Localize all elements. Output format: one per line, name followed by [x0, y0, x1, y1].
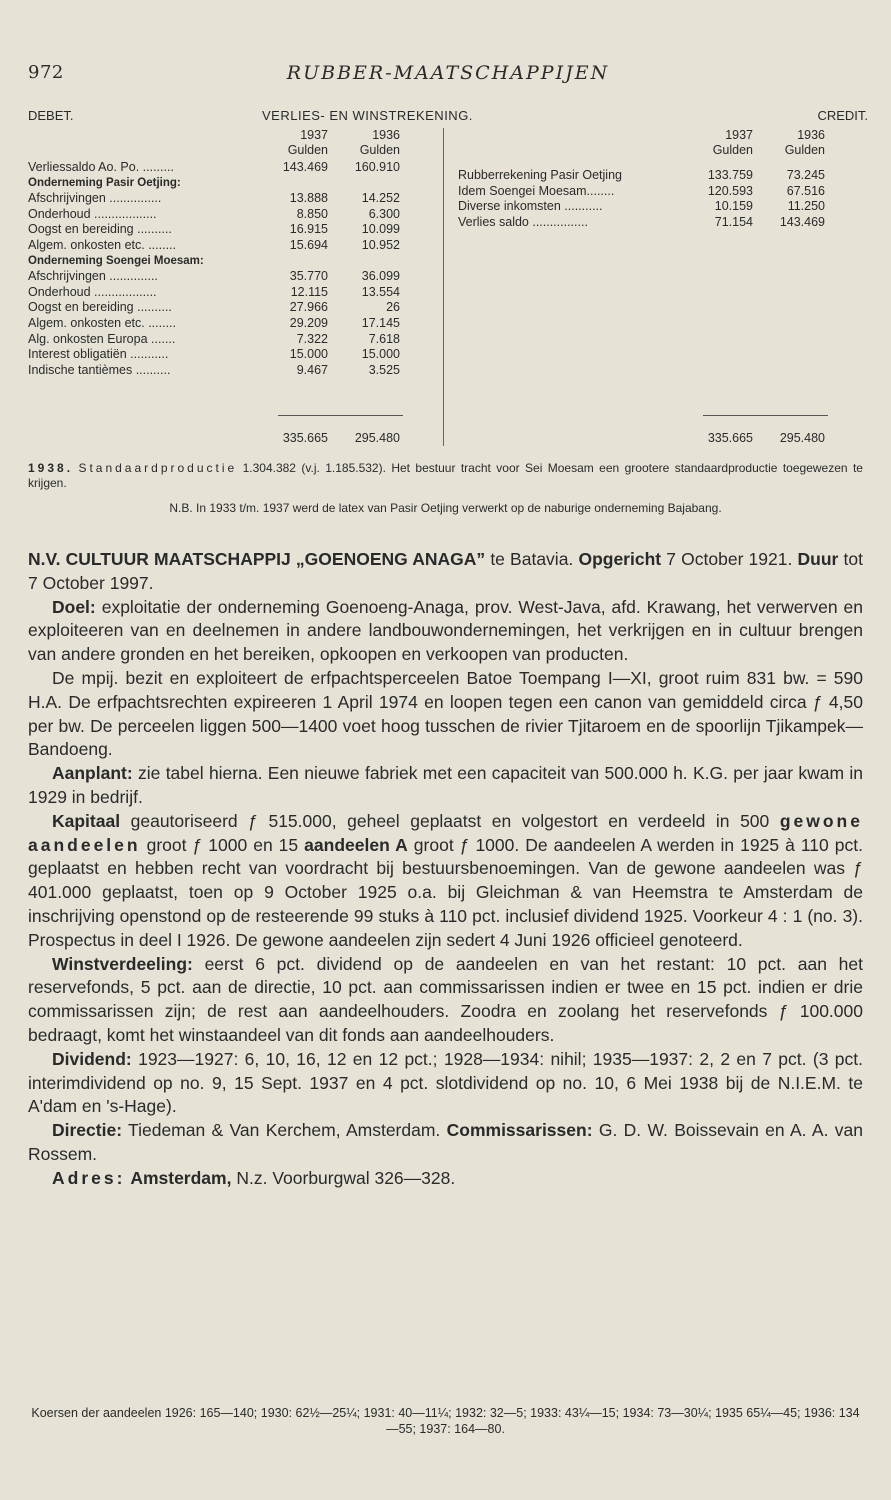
debit-label: Afschrijvingen ...............	[28, 191, 162, 206]
debit-row	[28, 238, 408, 254]
credit-row	[458, 215, 838, 231]
column-divider	[443, 128, 444, 446]
debit-value-1936: 10.099	[361, 222, 400, 237]
debit-value-1937: 12.115	[290, 284, 328, 299]
credit-entries	[458, 168, 838, 230]
debit-entries	[28, 160, 408, 378]
credit-label: Verlies saldo ................	[458, 214, 588, 229]
winstverdeeling-paragraph: Winstverdeeling: eerst 6 pct. dividend op de aandeelen en van het restant: 10 pct. aan het reservefonds, 5 pct. aan de directie, 10 pct. aan commissarissen indien er twee en 15 pct. indien er drie commissarissen zijn; de rest aan aandeelhouders. Zoodra en zoolang het reservefonds ƒ 100.000 bedraagt, komt het winstaandeel van dit fonds aan aandeelhouders.	[28, 953, 863, 1045]
directie-paragraph: Directie: Tiedeman & Van Kerchem, Amsterdam. Commissarissen: G. D. W. Boissevain en A. A. van Rossem.	[28, 1120, 863, 1164]
credit-total-1937: 335.665	[707, 431, 753, 445]
debit-value-1937: 15.694	[289, 237, 328, 252]
debit-row	[28, 254, 408, 270]
share-prices: Koersen der aandeelen 1926: 165—140; 1930: 62½—25¼; 1931: 40—11¼; 1932: 32—5; 1933: 43¼—15; 1934: 73—30¼; 1935 65¼—45; 1936: 134—55; 1937: 164—80.	[31, 1406, 860, 1436]
debit-row	[28, 222, 408, 238]
debit-label: Onderhoud ..................	[28, 284, 157, 299]
nb-note: N.B. In 1933 t/m. 1937 werd de latex van Pasir Oetjing verwerkt op de naburige onderneming Bajabang.	[169, 501, 722, 515]
credit-label: Idem Soengei Moesam........	[458, 183, 615, 198]
adres-paragraph: Adres: Amsterdam, N.z. Voorburgwal 326—328.	[52, 1167, 456, 1188]
debit-row	[28, 316, 408, 332]
debit-value-1936: 14.252	[361, 191, 400, 206]
debit-value-1937: 27.966	[289, 300, 328, 315]
credit-label: Diverse inkomsten ...........	[458, 199, 603, 214]
debit-label: Interest obligatiën ...........	[28, 347, 169, 362]
debit-row	[28, 332, 408, 348]
debit-value-1936: 36.099	[361, 269, 400, 284]
debit-value-1937: 35.770	[289, 269, 328, 284]
debit-row	[28, 363, 408, 379]
credit-value-1937: 133.759	[707, 168, 753, 182]
debit-value-1937: 8.850	[296, 206, 328, 221]
dividend-paragraph: Dividend: 1923—1927: 6, 10, 16, 12 en 12 pct.; 1928—1934: nihil; 1935—1937: 2, 2 en 7 pct. (3 pct. interimdividend op no. 9, 15 Sept. 1937 en 4 pct. slotdividend op no. 10, 6 Mei 1938 bij de N.I.E.M. te A'dam en 's-Hage).	[28, 1048, 863, 1117]
debit-value-1937: 29.209	[289, 315, 328, 330]
credit-total-rule	[703, 415, 828, 416]
credit-row	[458, 184, 838, 200]
debit-label: Algem. onkosten etc. ........	[28, 237, 176, 252]
debit-row	[28, 207, 408, 223]
credit-value-1937: 10.159	[714, 199, 753, 214]
debit-label: Afschrijvingen ..............	[28, 269, 158, 284]
debit-label: Indische tantièmes ..........	[28, 362, 171, 377]
debit-value-1937: 13.888	[289, 191, 328, 206]
debit-label: Onderhoud ..................	[28, 206, 157, 221]
account-notes	[28, 461, 863, 516]
credit-value-1937: 120.593	[707, 183, 753, 198]
debit-col-1936: 1936 Gulden	[359, 128, 400, 157]
debit-value-1936: 160.910	[354, 160, 400, 174]
debit-value-1936: 7.618	[368, 331, 400, 346]
debit-row	[28, 269, 408, 285]
credit-value-1936: 67.516	[786, 183, 825, 198]
company-name: N.V. CULTUUR MAATSCHAPPIJ „GOENOENG ANAGA”	[28, 549, 486, 569]
kapitaal-paragraph: Kapitaal geautoriseerd ƒ 515.000, geheel geplaatst en volgestort en verdeeld in 500 gewone aandeelen groot ƒ 1000 en 15 aandeelen A groot ƒ 1000. De aandeelen A werden in 1925 à 110 pct. geplaatst en hebben recht van voordracht bij bestuursbenoemingen. Van de gewone aandeelen was ƒ 401.000 geplaatst, toen op 9 October 1925 o.a. bij Gleichman & van Heemstra te Amsterdam de inschrijving openstond op de resteerende 99 stuks à 110 pct. inclusief dividend 1925. Voorkeur 4 : 1 (no. 3). Prospectus in deel I 1926. De gewone aandeelen zijn sedert 4 Juni 1926 officieel genoteerd.	[28, 810, 863, 950]
running-title: RUBBER-MAATSCHAPPIJEN	[286, 62, 610, 84]
debit-row	[28, 160, 408, 176]
page-header	[28, 62, 868, 90]
debit-label: Alg. onkosten Europa .......	[28, 331, 176, 346]
debit-value-1936: 17.145	[361, 315, 400, 330]
debit-total-rule	[278, 415, 403, 416]
company-heading: N.V. CULTUUR MAATSCHAPPIJ „GOENOENG ANAGA” te Batavia. Opgericht 7 October 1921. Duur tot 7 October 1997.	[28, 549, 863, 593]
debit-row	[28, 285, 408, 301]
debit-row	[28, 300, 408, 316]
profit-loss-account	[28, 108, 868, 448]
debit-value-1937: 9.467	[296, 362, 328, 377]
debit-label: Onderneming Pasir Oetjing:	[28, 176, 181, 189]
debet-label: DEBET.	[28, 108, 74, 123]
debit-label: Onderneming Soengei Moesam:	[28, 254, 204, 267]
debit-value-1936: 13.554	[361, 284, 400, 299]
credit-value-1936: 73.245	[786, 168, 825, 182]
credit-label: Rubberrekening Pasir Oetjing	[458, 168, 622, 182]
debit-row	[28, 347, 408, 363]
debit-row	[28, 191, 408, 207]
debit-label: Oogst en bereiding ..........	[28, 300, 172, 315]
credit-value-1936: 143.469	[779, 214, 825, 229]
debit-value-1936: 3.525	[368, 362, 400, 377]
debit-value-1937: 7.322	[296, 331, 328, 346]
debit-value-1937: 16.915	[289, 222, 328, 237]
credit-row	[458, 168, 838, 184]
debit-value-1937: 15.000	[289, 347, 328, 362]
debit-label: Algem. onkosten etc. ........	[28, 315, 176, 330]
debit-value-1937: 143.469	[282, 160, 328, 174]
credit-total-1936: 295.480	[779, 431, 825, 445]
credit-col-1936: 1936 Gulden	[784, 128, 825, 157]
debit-total-1937: 335.665	[282, 431, 328, 445]
aanplant-paragraph: Aanplant: zie tabel hierna. Een nieuwe fabriek met een capaciteit van 500.000 h. K.G. per jaar kwam in 1929 in bedrijf.	[28, 763, 863, 807]
debit-row	[28, 176, 408, 192]
debit-total-1936: 295.480	[354, 431, 400, 445]
credit-value-1937: 71.154	[714, 214, 753, 229]
company-entry	[28, 548, 863, 1191]
debit-col-1937: 1937 Gulden	[287, 128, 328, 157]
account-title: VERLIES- EN WINSTREKENING.	[262, 108, 473, 123]
debit-value-1936: 15.000	[361, 347, 400, 362]
credit-value-1936: 11.250	[787, 199, 825, 214]
debit-label: Oogst en bereiding ..........	[28, 222, 172, 237]
debit-label: Verliessaldo Ao. Po. .........	[28, 160, 174, 174]
credit-col-1937: 1937 Gulden	[712, 128, 753, 157]
debit-value-1936: 6.300	[368, 206, 400, 221]
debit-value-1936: 10.952	[361, 237, 400, 252]
page-number: 972	[28, 62, 64, 83]
standard-production-note: 1938. Standaardproductie 1.304.382 (v.j. 1.185.532). Het bestuur tracht voor Sei Moesam een grootere standaardproductie toegewezen te krijgen.	[28, 461, 863, 490]
mpij-paragraph: De mpij. bezit en exploiteert de erfpachtsperceelen Batoe Toempang I—XI, groot ruim 831 bw. = 590 H.A. De erfpachtsrechten expireeren 1 April 1974 en loopen tegen een canon van gemiddeld circa ƒ 4,50 per bw. De perceelen liggen 500—1400 voet hoog tusschen de rivier Tjitaroem en de spoorlijn Tjikampek—Bandoeng.	[28, 667, 863, 760]
credit-row	[458, 199, 838, 215]
doel-paragraph: Doel: exploitatie der onderneming Goenoeng-Anaga, prov. West-Java, afd. Krawang, het verwerven en exploiteeren van en deelnemen in andere landbouwondernemingen, het verkrijgen en in cultuur brengen van andere gronden en het bereiken, opkoopen en verkoopen van producten.	[28, 596, 863, 665]
debit-value-1936: 26	[386, 300, 400, 315]
credit-label: CREDIT.	[817, 108, 868, 123]
